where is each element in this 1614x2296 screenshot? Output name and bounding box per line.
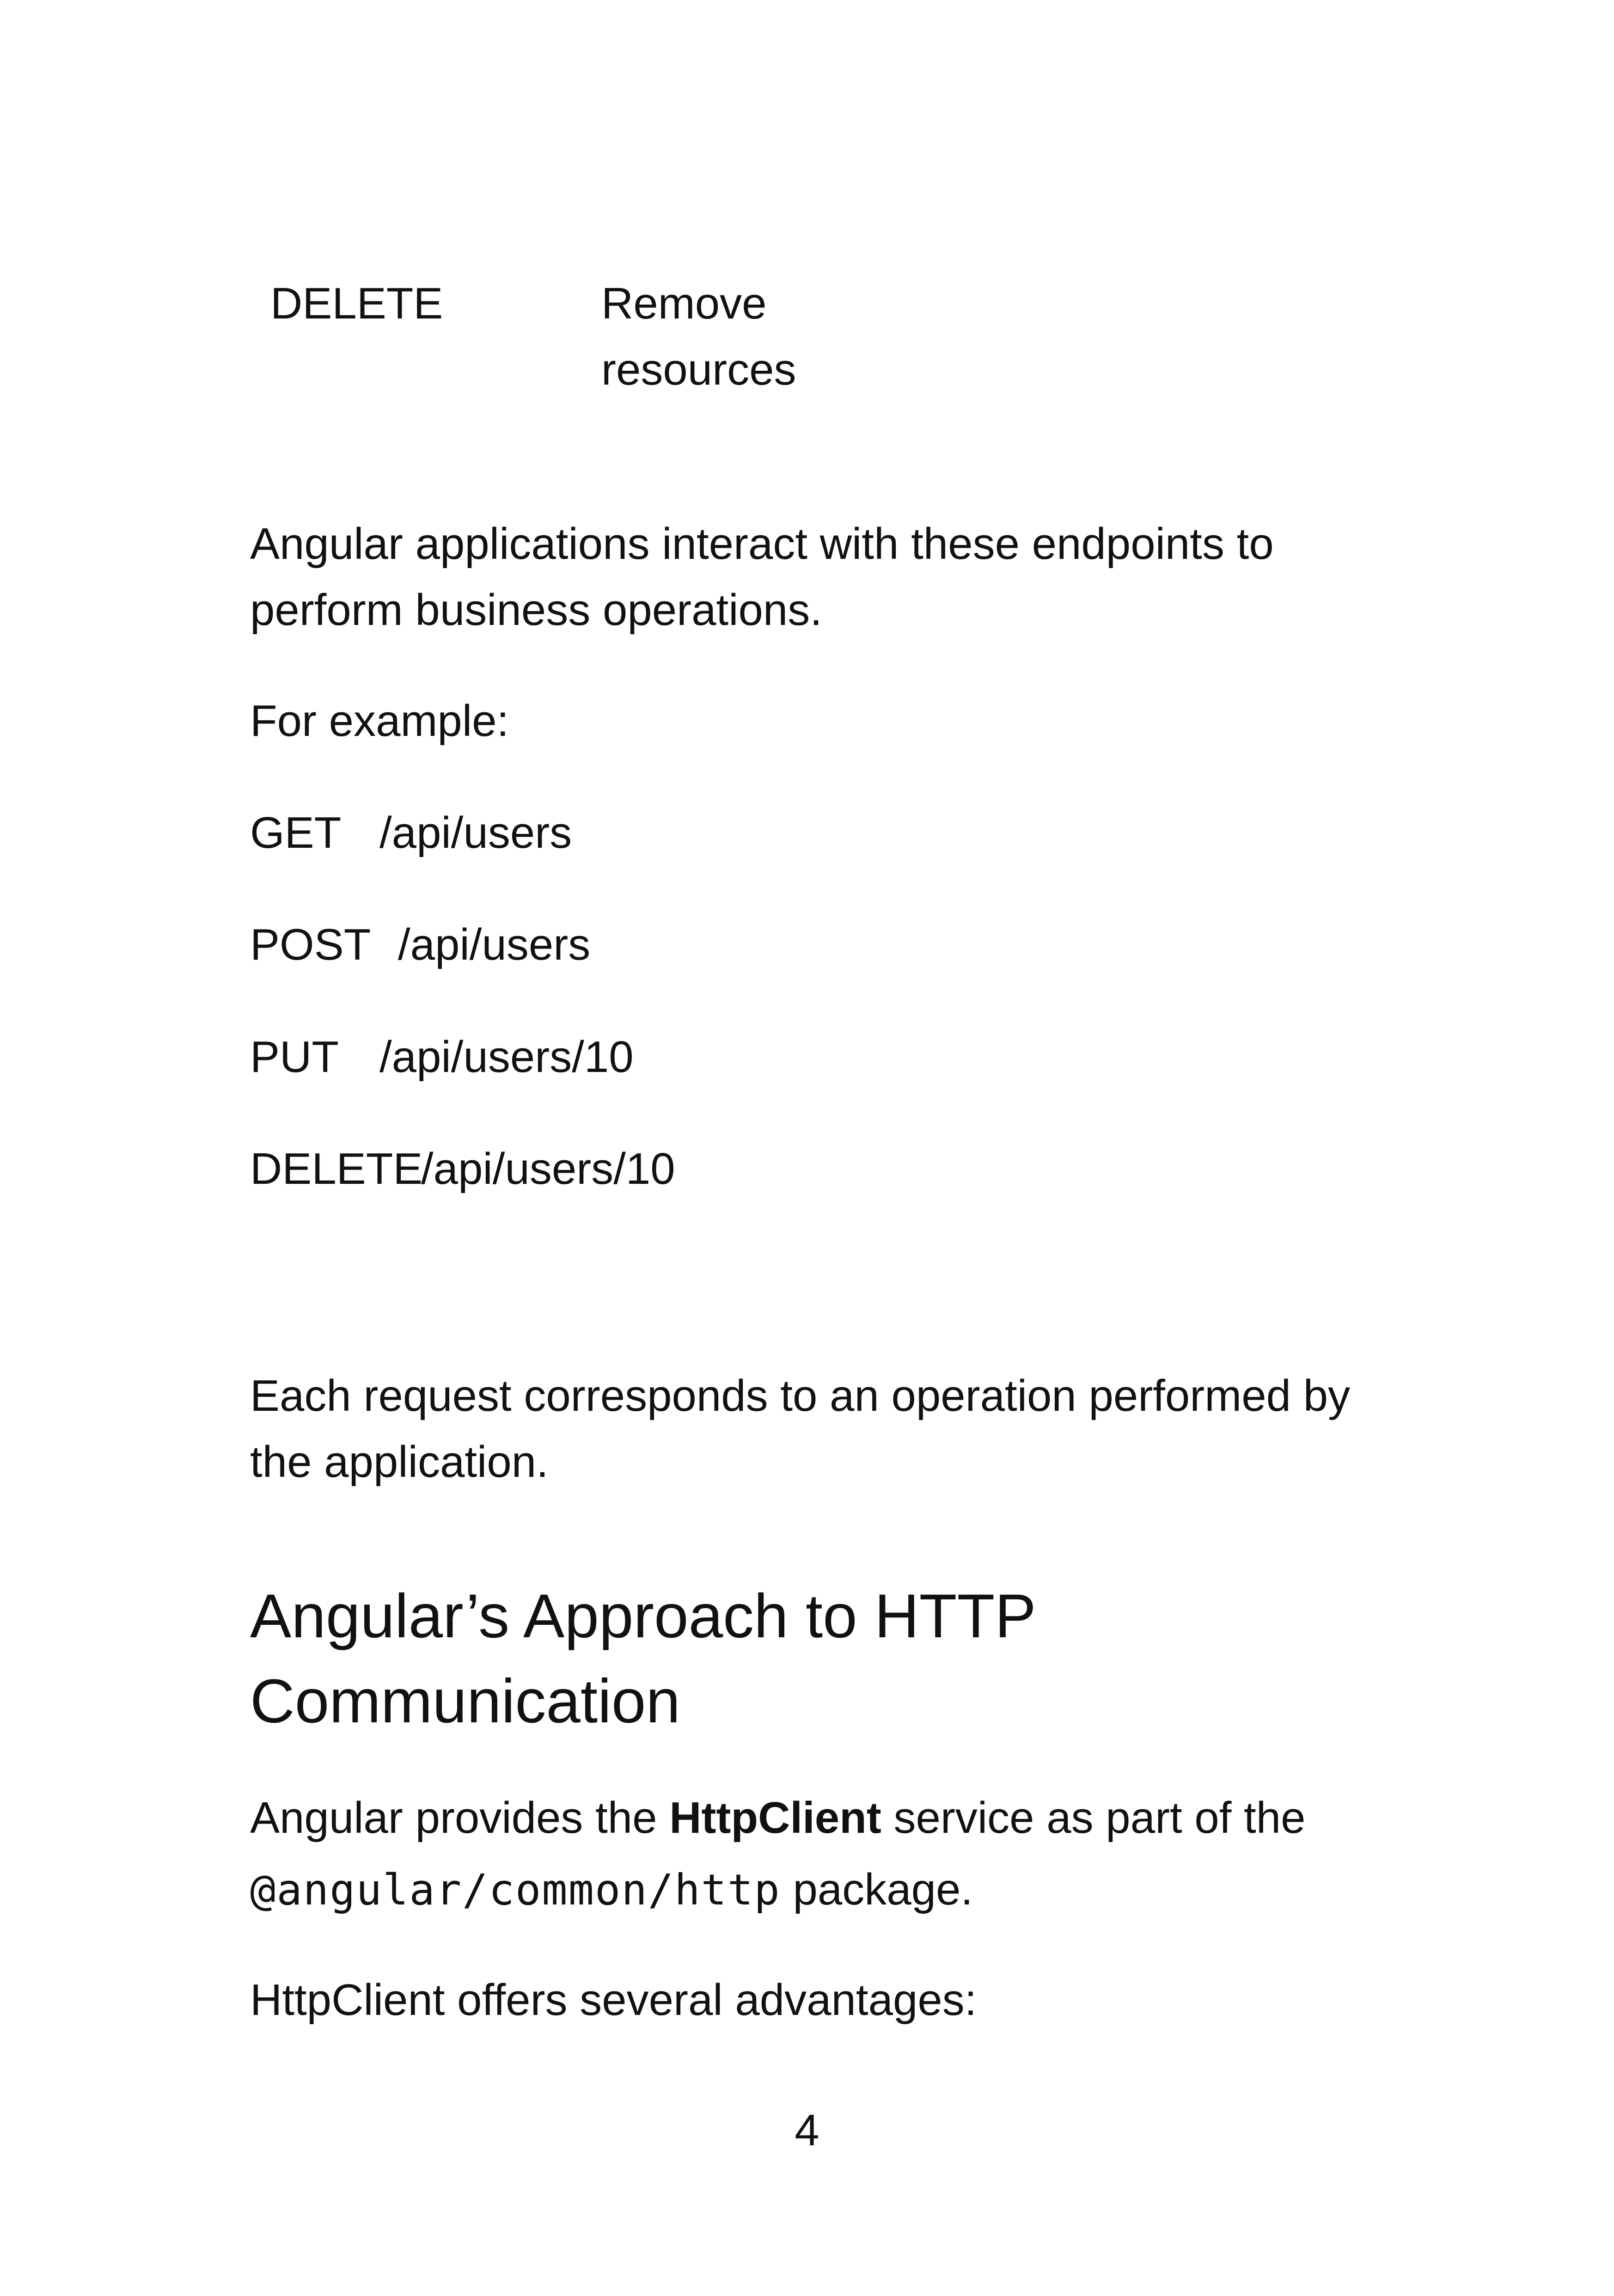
endpoint-path: /api/users (398, 920, 591, 969)
endpoint-delete (250, 1136, 675, 1202)
description-line-1: Remove (601, 279, 767, 328)
example-label: For example: (250, 696, 509, 746)
http-method-table-row (270, 270, 917, 400)
intro-paragraph: Angular applications interact with these endpoints to perform business operations. (250, 519, 1274, 635)
httpclient-text-after: package. (780, 1865, 973, 1914)
method-cell: DELETE (270, 279, 443, 328)
endpoint-post (250, 912, 590, 978)
httpclient-text-middle: service as part of the (881, 1793, 1306, 1843)
httpclient-paragraph (250, 1782, 1424, 1926)
advantages-paragraph: HttpClient offers several advantages: (250, 1975, 977, 2025)
httpclient-text-before: Angular provides the (250, 1793, 670, 1843)
endpoint-method: PUT (250, 1032, 339, 1082)
endpoint-method: DELETE (250, 1144, 423, 1194)
httpclient-name: HttpClient (669, 1793, 881, 1843)
endpoint-put (250, 1024, 634, 1090)
endpoint-method: GET (250, 808, 342, 857)
description-cell (601, 270, 879, 403)
description-line-2: resources (601, 345, 796, 394)
package-name-code: @angular/common/http (250, 1865, 781, 1915)
request-paragraph: Each request corresponds to an operation performed by the application. (250, 1371, 1351, 1487)
section-heading: Angular’s Approach to HTTP Communication (250, 1582, 1035, 1736)
endpoint-path: /api/users/10 (379, 1032, 634, 1082)
page-number: 4 (795, 2106, 819, 2155)
endpoint-path: /api/users/10 (421, 1144, 675, 1194)
endpoint-path: /api/users (379, 808, 572, 857)
endpoint-method: POST (250, 920, 371, 969)
endpoint-get (250, 800, 572, 866)
